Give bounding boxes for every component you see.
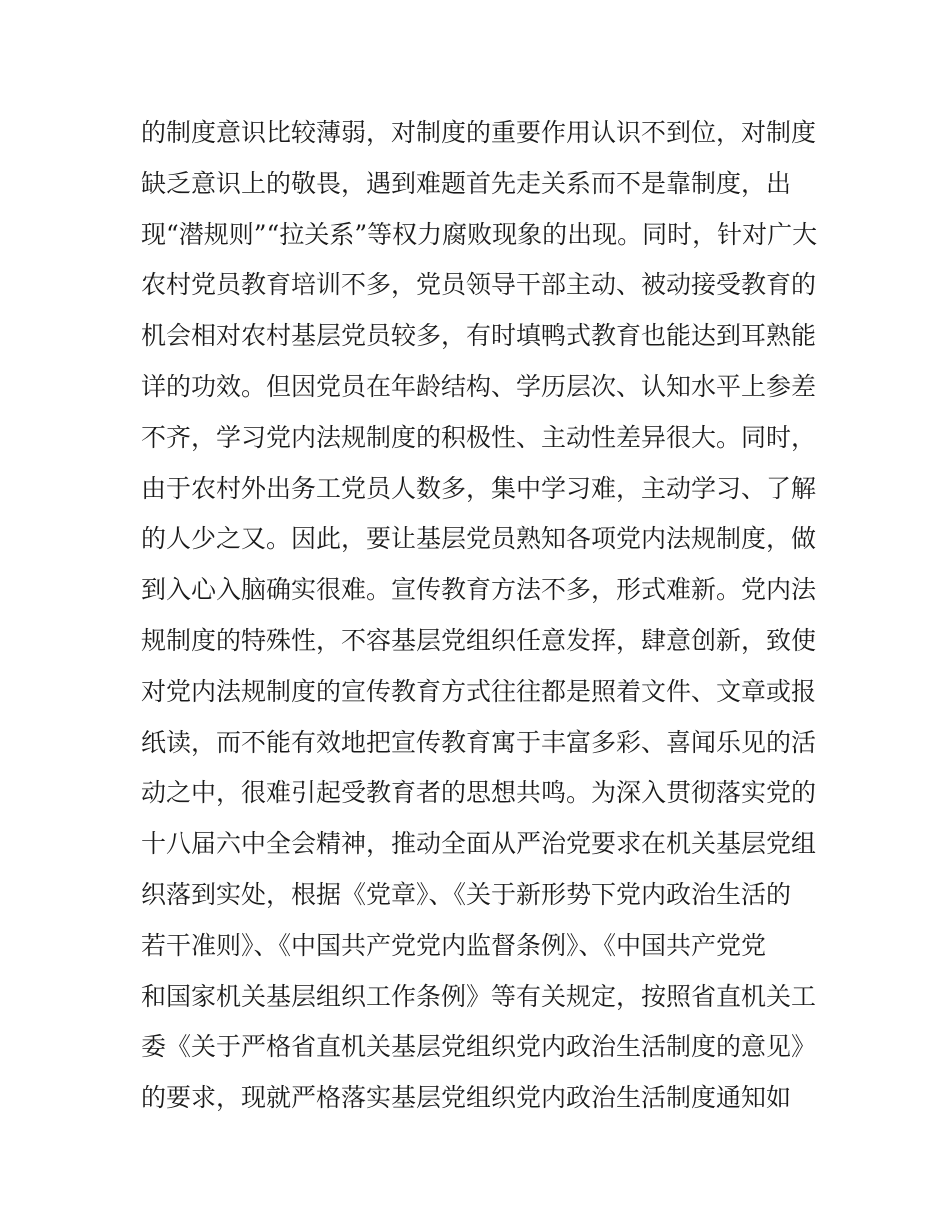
body-text: [141, 108, 821, 1124]
text-line: 对党内法规制度的宣传教育方式往往都是照着文件、文章或报: [141, 676, 817, 706]
text-line: 织落到实处，根据《党章》、《关于新形势下党内政治生活的: [141, 879, 792, 909]
text-line: 不齐，学习党内法规制度的积极性、主动性差异很大。同时，: [141, 422, 817, 452]
text-line: 若干准则》、《中国共产党党内监督条例》、《中国共产党党: [141, 930, 767, 960]
text-line: 的制度意识比较薄弱，对制度的重要作用认识不到位，对制度: [141, 118, 817, 147]
text-line: 由于农村外出务工党员人数多，集中学习难，主动学习、了解: [141, 473, 817, 503]
text-line: 到入心入脑确实很难。宣传教育方法不多，形式难新。党内法: [141, 575, 817, 605]
text-line: 和国家机关基层组织工作条例》等有关规定，按照省直机关工: [141, 981, 817, 1011]
text-line: 动之中，很难引起受教育者的思想共鸣。为深入贯彻落实党的: [141, 778, 817, 808]
text-line: 纸读，而不能有效地把宣传教育寓于丰富多彩、喜闻乐见的活: [141, 727, 817, 757]
text-line: 机会相对农村基层党员较多，有时填鸭式教育也能达到耳熟能: [141, 321, 817, 351]
text-line: 详的功效。但因党员在年龄结构、学历层次、认知水平上参差: [141, 371, 817, 401]
text-line: 农村党员教育培训不多，党员领导干部主动、被动接受教育的: [141, 270, 817, 300]
text-line: 的要求，现就严格落实基层党组织党内政治生活制度通知如: [141, 1083, 792, 1113]
text-line: 的人少之又。因此，要让基层党员熟知各项党内法规制度，做: [141, 524, 817, 554]
text-line: 现“潜规则”“拉关系”等权力腐败现象的出现。同时，针对广大: [141, 219, 818, 249]
text-line: 委《关于严格省直机关基层党组织党内政治生活制度的意见》: [141, 1032, 817, 1062]
text-line: 十八届六中全会精神，推动全面从严治党要求在机关基层党组: [141, 829, 817, 859]
text-line: 缺乏意识上的敬畏，遇到难题首先走关系而不是靠制度，出: [141, 168, 792, 198]
text-line: 规制度的特殊性，不容基层党组织任意发挥，肆意创新，致使: [141, 625, 817, 655]
